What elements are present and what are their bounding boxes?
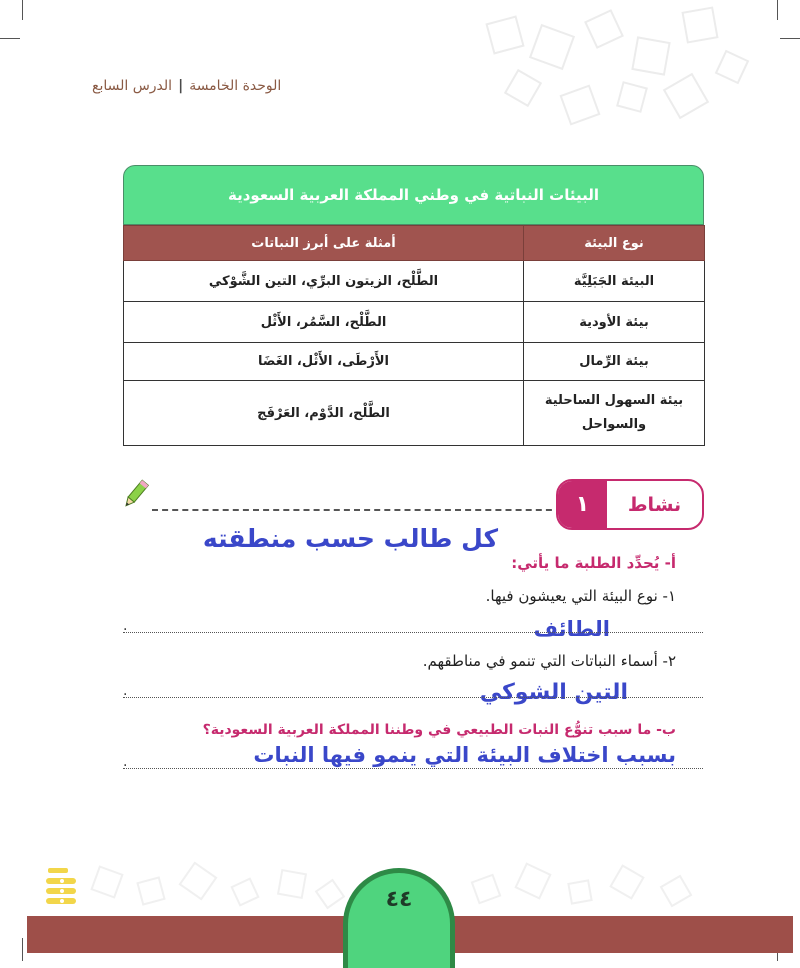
table-row [124,261,705,302]
decorative-pattern [85,860,355,916]
header-examples: أمثلة على أبرز النباتات [124,226,524,261]
part-b-answer: بسبب اختلاف البيئة التي ينمو فيها النبات [253,743,676,767]
page-number-tab-inner [348,873,450,968]
cell-environment: بيئة الرِّمال [524,343,705,381]
activity-badge [556,479,704,530]
pencil-icon [118,478,152,512]
publisher-logo-icon [44,866,80,912]
cell-environment [524,381,705,446]
line-end-dot: . [123,754,128,770]
lesson-label: الدرس السابع [92,78,173,94]
part-b-title: ب- ما سبب تنوُّع النبات الطبيعي في وطننا المملكة العربية السعودية؟ [202,722,676,738]
answer-1: الطائف [533,617,610,641]
line-end-dot: . [123,683,128,699]
cell-environment: بيئة الأودية [524,302,705,343]
cell-examples: الطَّلْح، الدَّوْم، العَرْفَج [124,381,524,446]
activity-divider [152,509,562,511]
cell-examples: الأَرْطَى، الأَثْل، الغَضَا [124,343,524,381]
table-row [124,302,705,343]
handwritten-note: كل طالب حسب منطقته [202,524,498,553]
crop-mark [777,0,778,20]
answer-line [123,632,703,633]
breadcrumb-separator: | [178,78,184,94]
decorative-pattern [430,0,760,140]
question-2: ٢- أسماء النباتات التي تنمو في مناطقهم. [422,652,676,670]
unit-label: الوحدة الخامسة [189,78,282,94]
line-end-dot: . [123,618,128,634]
header-environment: نوع البيئة [524,226,705,261]
page-number-tab [343,868,455,968]
cell-environment-line2: والسواحل [581,417,647,432]
cell-examples: الطَّلْح، الزيتون البرِّي، التين الشَّوْكي [124,261,524,302]
question-1: ١- نوع البيئة التي يعيشون فيها. [485,587,676,605]
decorative-pattern [460,860,730,916]
crop-mark [0,38,20,39]
crop-mark [22,938,23,961]
table-header-row [124,226,705,261]
plant-environments-table [123,165,704,446]
crop-mark [780,38,800,39]
answer-line [123,768,703,769]
table-title: البيئات النباتية في وطني المملكة العربية السعودية [123,165,704,225]
cell-environment: البيئة الجَبَلِيَّة [524,261,705,302]
activity-label: نشاط [627,493,682,516]
answer-2: التين الشوكي [479,680,628,705]
part-a-title: أ- يُحدِّد الطلبة ما يأتي: [511,554,676,572]
page-number: ٤٤ [385,887,413,912]
cell-environment-line1: بيئة السهول الساحلية [544,393,684,408]
table-row [124,381,705,446]
activity-number: ١ [558,481,607,528]
cell-examples: الطَّلْح، السَّمُر، الأَثْل [124,302,524,343]
crop-mark [22,0,23,20]
table-row [124,343,705,381]
breadcrumb [92,78,281,94]
answer-line [123,697,703,698]
